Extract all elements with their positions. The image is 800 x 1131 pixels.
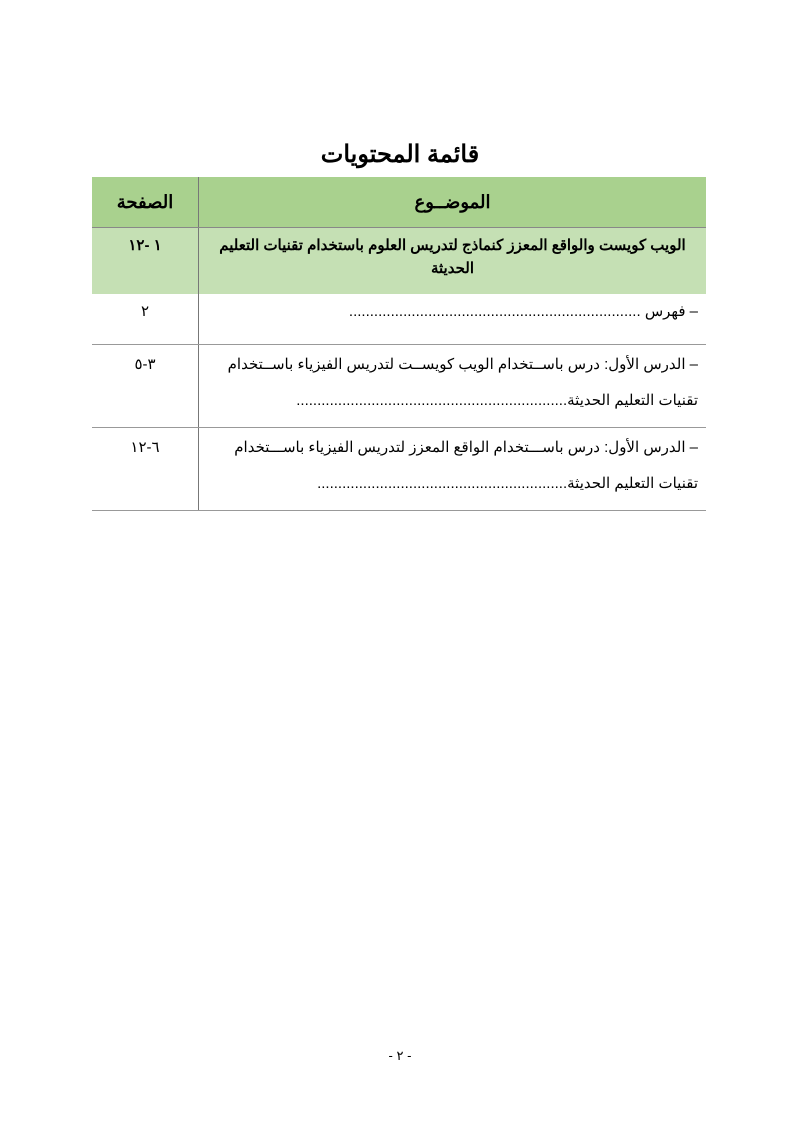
row-topic: – فهرس ......................................................................: [199, 294, 707, 345]
header-page: الصفحة: [92, 177, 199, 228]
row-page: ٢: [92, 294, 199, 345]
table-row: [92, 428, 706, 511]
row-topic: الويب كويست والواقع المعزز كنماذج لتدريس العلوم باستخدام تقنيات التعليم الحديثة: [199, 228, 707, 295]
page-title: قائمة المحتويات: [320, 141, 480, 168]
contents-table: [92, 177, 706, 511]
header-topic: الموضــوع: [199, 177, 707, 228]
table-row: [92, 228, 706, 295]
row-page: ٦-١٢: [92, 428, 199, 511]
row-page: ٣-٥: [92, 345, 199, 428]
page-number: - ٢ -: [388, 1048, 412, 1063]
row-topic: – الدرس الأول: درس باســـتخدام الواقع المعزز لتدريس الفيزياء باســـتخدام تقنيات التعليم الحديثة............................................................: [199, 428, 707, 511]
table-row: [92, 345, 706, 428]
row-page: ١ -١٢: [92, 228, 199, 295]
row-topic: – الدرس الأول: درس باســتخدام الويب كويســت لتدريس الفيزياء باســتخدام تقنيات التعليم الحديثة.................................................................: [199, 345, 707, 428]
table-row: [92, 294, 706, 345]
table-header-row: [92, 177, 706, 228]
